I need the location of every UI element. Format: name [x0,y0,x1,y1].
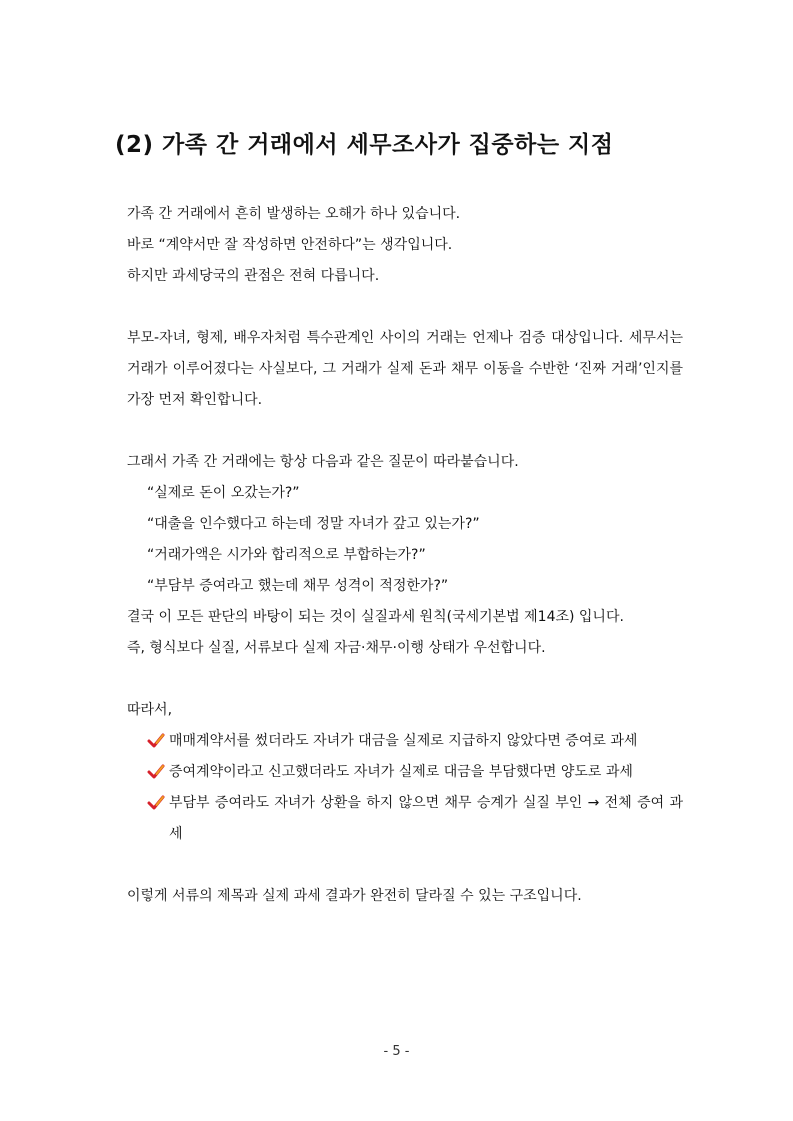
check-list-text: 매매계약서를 썼더라도 자녀가 대금을 실제로 지급하지 않았다면 증여로 과세 [169,733,638,749]
paragraph: 결국 이 모든 판단의 바탕이 되는 것이 실질과세 원칙(국세기본법 제14조) 입니다. [127,609,624,625]
question-item: “부담부 증여라고 했는데 채무 성격이 적정한가?” [147,578,449,594]
paragraph-line: 따라서, [127,702,173,718]
paragraph-gap [127,292,683,323]
paragraph-line: 가족 간 거래에서 흔히 발생하는 오해가 하나 있습니다. [127,206,461,222]
check-list-item [127,726,683,757]
check-list-text: 부담부 증여라도 자녀가 상환을 하지 않으면 채무 승계가 실질 부인 → 전체 증여 과세 [169,795,683,842]
question-item: “거래가액은 시가와 합리적으로 부합하는가?” [147,547,426,563]
check-list-item [127,788,683,850]
check-list-item [127,757,683,788]
paragraph-gap [127,664,683,695]
section-title: (2) 가족 간 거래에서 세무조사가 집중하는 지점 [115,132,614,158]
closing-paragraph: 이렇게 서류의 제목과 실제 과세 결과가 완전히 달라질 수 있는 구조입니다. [127,888,582,904]
checkmark-icon [147,763,165,781]
check-list-text: 증여계약이라고 신고했더라도 자녀가 실제로 대금을 부담했다면 양도로 과세 [169,764,633,780]
checkmark-icon [147,732,165,750]
paragraph-line: 하지만 과세당국의 관점은 전혀 다릅니다. [127,268,380,284]
document-body [127,199,683,912]
question-item: “대출을 인수했다고 하는데 정말 자녀가 갚고 있는가?” [147,516,480,532]
paragraph: 부모-자녀, 형제, 배우자처럼 특수관계인 사이의 거래는 언제나 검증 대상입니다. 세무서는 거래가 이루어졌다는 사실보다, 그 거래가 실제 돈과 채무 이동을 수반한 ‘진짜 거래’인지를 가장 먼저 확인합니다. [127,330,683,408]
paragraph-line: 즉, 형식보다 실질, 서류보다 실제 자금·채무·이행 상태가 우선합니다. [127,640,546,656]
paragraph-gap [127,416,683,447]
paragraph-line: 바로 “계약서만 잘 작성하면 안전하다”는 생각입니다. [127,237,453,253]
check-list [127,726,683,850]
paragraph-gap [127,850,683,881]
paragraph-line: 그래서 가족 간 거래에는 항상 다음과 같은 질문이 따라붙습니다. [127,454,519,470]
page-number: - 5 - [383,1044,410,1059]
question-item: “실제로 돈이 오갔는가?” [147,485,300,501]
checkmark-icon [147,794,165,812]
